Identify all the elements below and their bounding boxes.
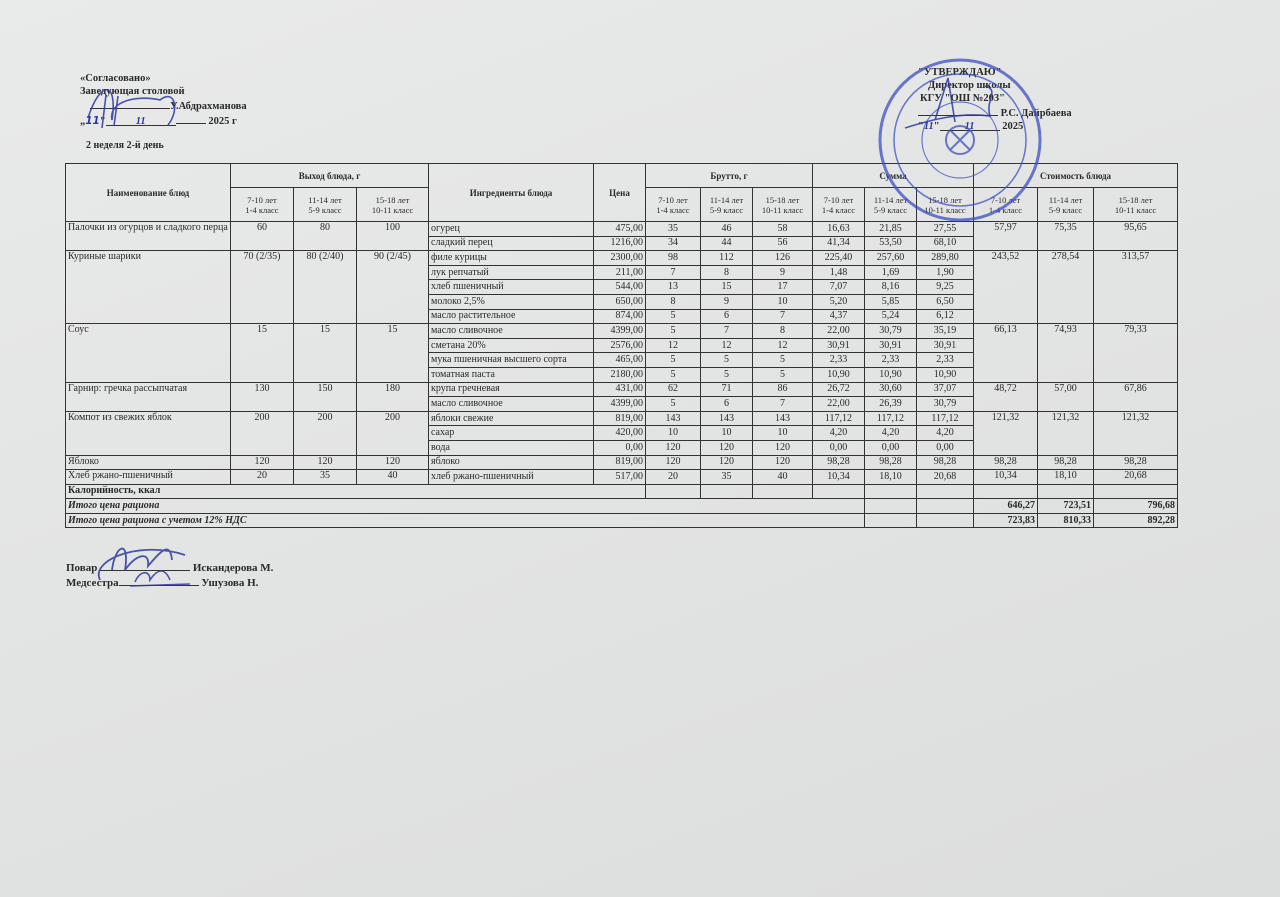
approval-year: 2025 г	[208, 116, 237, 127]
table-row	[66, 251, 1178, 266]
header-age-group	[865, 188, 917, 222]
ingredient-brutto: 12	[753, 338, 813, 353]
dish-yield: 120	[357, 455, 429, 470]
header-age-group	[294, 188, 357, 222]
age-range: 7-10 лет	[247, 194, 277, 205]
ingredient-sum: 4,20	[917, 426, 974, 441]
total-empty-cell	[865, 499, 917, 514]
ingredient-name: хлеб ржано-пшеничный	[429, 470, 594, 485]
ingredient-sum: 35,19	[917, 324, 974, 339]
ingredient-brutto: 98	[646, 251, 701, 266]
ingredient-brutto: 5	[701, 353, 753, 368]
table-row	[66, 411, 1178, 426]
ingredient-sum: 22,00	[813, 324, 865, 339]
ingredient-sum: 98,28	[865, 455, 917, 470]
age-range: 11-14 лет	[873, 194, 908, 205]
header-age-group	[701, 188, 753, 222]
dish-yield: 15	[357, 324, 429, 382]
dish-yield: 70 (2/35)	[231, 251, 294, 324]
dish-cost: 48,72	[974, 382, 1038, 411]
calories-cell	[917, 484, 974, 499]
total-value: 796,68	[1094, 499, 1178, 514]
calories-cell	[646, 484, 701, 499]
age-range: 15-18 лет	[1118, 194, 1153, 205]
ingredient-brutto: 6	[701, 397, 753, 412]
ingredient-brutto: 10	[646, 426, 701, 441]
dish-yield: 120	[294, 455, 357, 470]
dish-yield: 15	[294, 324, 357, 382]
ingredient-sum: 98,28	[917, 455, 974, 470]
ingredient-sum: 2,33	[813, 353, 865, 368]
ingredient-brutto: 17	[753, 280, 813, 295]
ingredient-sum: 30,60	[865, 382, 917, 397]
dish-yield: 40	[357, 470, 429, 485]
grade-range: 10-11 класс	[1114, 204, 1157, 215]
ingredient-brutto: 143	[646, 411, 701, 426]
table-row	[66, 470, 1178, 485]
header-ingredients: Ингредиенты блюда	[429, 164, 594, 222]
ingredient-sum: 68,10	[917, 236, 974, 251]
dish-cost: 95,65	[1094, 222, 1178, 251]
ingredient-brutto: 5	[646, 324, 701, 339]
ingredient-sum: 21,85	[865, 222, 917, 237]
dish-yield: 200	[357, 411, 429, 455]
dish-cost: 98,28	[1038, 455, 1094, 470]
dish-yield: 180	[357, 382, 429, 411]
approval-signer: Р.С. Дайрбаева	[1000, 108, 1072, 119]
ingredient-sum: 0,00	[813, 440, 865, 455]
grade-range: 5-9 класс	[873, 204, 908, 215]
ingredient-sum: 4,37	[813, 309, 865, 324]
dish-name: Гарнир: гречка рассыпчатая	[66, 382, 231, 411]
ingredient-price: 2180,00	[594, 367, 646, 382]
ingredient-brutto: 35	[701, 470, 753, 485]
ingredient-sum: 30,91	[813, 338, 865, 353]
ingredient-price: 874,00	[594, 309, 646, 324]
cook-name: Искандерова М.	[192, 562, 274, 574]
dish-name: Компот из свежих яблок	[66, 411, 231, 455]
ingredient-brutto: 5	[753, 353, 813, 368]
ingredient-sum: 1,69	[865, 265, 917, 280]
total-vat-row	[66, 513, 1178, 528]
grade-range: 10-11 класс	[924, 204, 966, 215]
ingredient-sum: 6,50	[917, 294, 974, 309]
ingredient-sum: 30,79	[865, 324, 917, 339]
ingredient-sum: 10,90	[917, 367, 974, 382]
dish-yield: 80	[294, 222, 357, 251]
ingredient-sum: 5,20	[813, 294, 865, 309]
ingredient-sum: 18,10	[865, 470, 917, 485]
ingredient-brutto: 143	[753, 411, 813, 426]
ingredient-brutto: 126	[753, 251, 813, 266]
ingredient-sum: 0,00	[917, 440, 974, 455]
ingredient-sum: 257,60	[865, 251, 917, 266]
ingredient-sum: 10,34	[813, 470, 865, 485]
ingredient-sum: 22,00	[813, 397, 865, 412]
dish-cost: 313,57	[1094, 251, 1178, 324]
ingredient-brutto: 71	[701, 382, 753, 397]
header-cost: Стоимость блюда	[974, 164, 1178, 188]
ingredient-price: 4399,00	[594, 397, 646, 412]
age-range: 7-10 лет	[990, 194, 1021, 205]
grade-range: 1-4 класс	[656, 204, 690, 215]
ingredient-brutto: 120	[646, 440, 701, 455]
ingredient-sum: 117,12	[917, 411, 974, 426]
dish-cost: 98,28	[974, 455, 1038, 470]
menu-day-subtitle: 2 неделя 2-й день	[86, 140, 164, 151]
header-age-group	[753, 188, 813, 222]
ingredient-sum: 5,24	[865, 309, 917, 324]
dish-cost: 79,33	[1094, 324, 1178, 382]
header-age-group	[1038, 188, 1094, 222]
ingredient-brutto: 6	[701, 309, 753, 324]
ingredient-brutto: 120	[753, 455, 813, 470]
total-vat-value: 723,83	[974, 513, 1038, 528]
ingredient-brutto: 5	[646, 367, 701, 382]
ingredient-sum: 1,90	[917, 265, 974, 280]
ingredient-sum: 10,90	[813, 367, 865, 382]
ingredient-name: масло растительное	[429, 309, 594, 324]
ingredient-brutto: 12	[646, 338, 701, 353]
dish-cost: 74,93	[1038, 324, 1094, 382]
ingredient-sum: 225,40	[813, 251, 865, 266]
dish-yield: 15	[231, 324, 294, 382]
dish-cost: 75,35	[1038, 222, 1094, 251]
dish-cost: 66,13	[974, 324, 1038, 382]
dish-cost: 243,52	[974, 251, 1038, 324]
ingredient-brutto: 112	[701, 251, 753, 266]
signatures-block	[66, 560, 273, 590]
approval-day: 11	[85, 115, 100, 127]
total-value: 646,27	[974, 499, 1038, 514]
ingredient-price: 475,00	[594, 222, 646, 237]
ingredient-name: огурец	[429, 222, 594, 237]
ingredient-brutto: 7	[701, 324, 753, 339]
total-value: 723,51	[1038, 499, 1094, 514]
approval-year: 2025	[1002, 121, 1024, 132]
dish-yield: 120	[231, 455, 294, 470]
calories-cell	[701, 484, 753, 499]
ingredient-name: яблоко	[429, 455, 594, 470]
header-age-group	[231, 188, 294, 222]
ingredient-brutto: 34	[646, 236, 701, 251]
ingredient-name: молоко 2,5%	[429, 294, 594, 309]
ingredient-price: 650,00	[594, 294, 646, 309]
ingredient-sum: 4,20	[865, 426, 917, 441]
dish-name: Соус	[66, 324, 231, 382]
age-range: 15-18 лет	[765, 194, 800, 205]
header-brutto: Брутто, г	[646, 164, 813, 188]
header-yield: Выход блюда, г	[231, 164, 429, 188]
ingredient-brutto: 9	[753, 265, 813, 280]
ingredient-price: 211,00	[594, 265, 646, 280]
ingredient-sum: 1,48	[813, 265, 865, 280]
ingredient-price: 517,00	[594, 470, 646, 485]
grade-range: 10-11 класс	[761, 204, 804, 215]
total-vat-value: 892,28	[1094, 513, 1178, 528]
total-label: Итого цена рациона	[66, 499, 865, 514]
age-range: 11-14 лет	[308, 194, 342, 205]
age-range: 11-14 лет	[709, 194, 744, 205]
dish-yield: 100	[357, 222, 429, 251]
dish-yield: 150	[294, 382, 357, 411]
ingredient-sum: 6,12	[917, 309, 974, 324]
ingredient-price: 819,00	[594, 411, 646, 426]
ingredient-brutto: 8	[753, 324, 813, 339]
nurse-name: Ушузова Н.	[201, 577, 259, 589]
dish-yield: 130	[231, 382, 294, 411]
ingredient-sum: 26,72	[813, 382, 865, 397]
ingredient-brutto: 40	[753, 470, 813, 485]
approval-block-right: "УТВЕРЖДАЮ" Директор школы КГУ "ОШ №203" Р.С. Дайрбаева "11" 11 2025	[918, 67, 1072, 132]
ingredient-brutto: 20	[646, 470, 701, 485]
ingredient-sum: 53,50	[865, 236, 917, 251]
ingredient-price: 544,00	[594, 280, 646, 295]
ingredient-name: мука пшеничная высшего сорта	[429, 353, 594, 368]
calories-cell	[1038, 484, 1094, 499]
dish-name: Яблоко	[66, 455, 231, 470]
header-age-group	[917, 188, 974, 222]
approval-org: КГУ "ОШ №203"	[920, 93, 1005, 104]
ingredient-sum: 117,12	[865, 411, 917, 426]
ingredient-sum: 16,63	[813, 222, 865, 237]
ingredient-sum: 4,20	[813, 426, 865, 441]
ingredient-sum: 2,33	[917, 353, 974, 368]
ingredient-name: лук репчатый	[429, 265, 594, 280]
ingredient-price: 2300,00	[594, 251, 646, 266]
dish-yield: 90 (2/45)	[357, 251, 429, 324]
header-age-group	[813, 188, 865, 222]
ingredient-price: 431,00	[594, 382, 646, 397]
grade-range: 5-9 класс	[308, 204, 342, 215]
ingredient-sum: 30,91	[917, 338, 974, 353]
header-age-group	[1094, 188, 1178, 222]
ingredient-sum: 20,68	[917, 470, 974, 485]
grade-range: 5-9 класс	[1048, 204, 1083, 215]
ingredient-sum: 8,16	[865, 280, 917, 295]
header-price: Цена	[594, 164, 646, 222]
dish-cost: 98,28	[1094, 455, 1178, 470]
ingredient-brutto: 12	[701, 338, 753, 353]
dish-cost: 67,86	[1094, 382, 1178, 411]
ingredient-brutto: 62	[646, 382, 701, 397]
ingredient-price: 2576,00	[594, 338, 646, 353]
ingredient-brutto: 5	[646, 353, 701, 368]
ingredient-brutto: 10	[753, 294, 813, 309]
ingredient-price: 1216,00	[594, 236, 646, 251]
ingredient-name: хлеб пшеничный	[429, 280, 594, 295]
total-row	[66, 499, 1178, 514]
ingredient-sum: 7,07	[813, 280, 865, 295]
ingredient-sum: 117,12	[813, 411, 865, 426]
approval-block-left: «Согласовано» Заведующая столовой У.Абдрахманова „11" 11 2025 г	[80, 73, 247, 127]
ingredient-sum: 41,34	[813, 236, 865, 251]
header-age-group	[646, 188, 701, 222]
dish-yield: 200	[294, 411, 357, 455]
approval-position: Заведующая столовой	[80, 86, 185, 97]
dish-cost: 57,00	[1038, 382, 1094, 411]
ingredient-brutto: 86	[753, 382, 813, 397]
ingredient-sum: 30,79	[917, 397, 974, 412]
ingredient-brutto: 120	[753, 440, 813, 455]
ingredient-brutto: 13	[646, 280, 701, 295]
approval-day: 11	[923, 121, 934, 132]
ingredient-name: томатная паста	[429, 367, 594, 382]
dish-cost: 278,54	[1038, 251, 1094, 324]
dish-cost: 20,68	[1094, 470, 1178, 485]
ingredient-name: масло сливочное	[429, 324, 594, 339]
calories-cell	[813, 484, 865, 499]
ingredient-sum: 2,33	[865, 353, 917, 368]
ingredient-price: 420,00	[594, 426, 646, 441]
age-range: 11-14 лет	[1048, 194, 1083, 205]
dish-name: Палочки из огурцов и сладкого перца	[66, 222, 231, 251]
ingredient-name: филе курицы	[429, 251, 594, 266]
header-dish-name: Наименование блюд	[66, 164, 231, 222]
ingredient-brutto: 44	[701, 236, 753, 251]
grade-range: 1-4 класс	[821, 204, 856, 215]
ingredient-sum: 26,39	[865, 397, 917, 412]
ingredient-price: 0,00	[594, 440, 646, 455]
dish-yield: 35	[294, 470, 357, 485]
calories-cell	[865, 484, 917, 499]
total-vat-label: Итого цена рациона с учетом 12% НДС	[66, 513, 865, 528]
ingredient-brutto: 46	[701, 222, 753, 237]
ingredient-sum: 0,00	[865, 440, 917, 455]
ingredient-name: сладкий перец	[429, 236, 594, 251]
menu-table	[65, 163, 1178, 528]
dish-cost: 121,32	[974, 411, 1038, 455]
ingredient-sum: 5,85	[865, 294, 917, 309]
age-range: 7-10 лет	[823, 194, 854, 205]
calories-label: Калорийность, ккал	[66, 484, 646, 499]
ingredient-sum: 37,07	[917, 382, 974, 397]
ingredient-sum: 10,90	[865, 367, 917, 382]
ingredient-brutto: 10	[753, 426, 813, 441]
calories-row	[66, 484, 1178, 499]
ingredient-sum: 27,55	[917, 222, 974, 237]
ingredient-sum: 30,91	[865, 338, 917, 353]
approval-month: 11	[964, 121, 975, 132]
total-vat-empty-cell	[865, 513, 917, 528]
ingredient-name: сметана 20%	[429, 338, 594, 353]
ingredient-brutto: 8	[701, 265, 753, 280]
dish-yield: 60	[231, 222, 294, 251]
approval-position: Директор школы	[928, 80, 1011, 91]
ingredient-brutto: 5	[646, 309, 701, 324]
ingredient-brutto: 143	[701, 411, 753, 426]
nurse-label: Медсестра	[66, 577, 119, 589]
dish-cost: 18,10	[1038, 470, 1094, 485]
approval-title: "УТВЕРЖДАЮ"	[918, 67, 1002, 78]
ingredient-brutto: 10	[701, 426, 753, 441]
ingredient-brutto: 8	[646, 294, 701, 309]
table-row	[66, 382, 1178, 397]
dish-cost: 121,32	[1094, 411, 1178, 455]
ingredient-price: 4399,00	[594, 324, 646, 339]
ingredient-sum: 9,25	[917, 280, 974, 295]
ingredient-brutto: 7	[646, 265, 701, 280]
dish-cost: 57,97	[974, 222, 1038, 251]
total-empty-cell	[917, 499, 974, 514]
header-age-group	[357, 188, 429, 222]
dish-name: Хлеб ржано-пшеничный	[66, 470, 231, 485]
ingredient-sum: 289,80	[917, 251, 974, 266]
ingredient-brutto: 15	[701, 280, 753, 295]
ingredient-brutto: 5	[646, 397, 701, 412]
ingredient-brutto: 120	[701, 455, 753, 470]
grade-range: 1-4 класс	[245, 204, 279, 215]
ingredient-name: масло сливочное	[429, 397, 594, 412]
calories-cell	[1094, 484, 1178, 499]
approval-signer: У.Абдрахманова	[170, 101, 247, 112]
dish-yield: 20	[231, 470, 294, 485]
table-row	[66, 324, 1178, 339]
ingredient-brutto: 5	[753, 367, 813, 382]
ingredient-brutto: 35	[646, 222, 701, 237]
ingredient-brutto: 56	[753, 236, 813, 251]
age-range: 15-18 лет	[928, 194, 962, 205]
grade-range: 10-11 класс	[371, 204, 414, 215]
cook-label: Повар	[66, 562, 98, 574]
dish-cost: 121,32	[1038, 411, 1094, 455]
ingredient-brutto: 5	[701, 367, 753, 382]
age-range: 15-18 лет	[375, 194, 410, 205]
ingredient-name: яблоки свежие	[429, 411, 594, 426]
table-row	[66, 455, 1178, 470]
table-row	[66, 222, 1178, 237]
ingredient-brutto: 58	[753, 222, 813, 237]
calories-cell	[753, 484, 813, 499]
ingredient-brutto: 9	[701, 294, 753, 309]
approval-month: 11	[135, 116, 146, 127]
calories-cell	[974, 484, 1038, 499]
grade-range: 5-9 класс	[709, 204, 744, 215]
ingredient-brutto: 120	[646, 455, 701, 470]
grade-range: 1-4 класс	[988, 204, 1023, 215]
ingredient-brutto: 120	[701, 440, 753, 455]
dish-cost: 10,34	[974, 470, 1038, 485]
approval-title: «Согласовано»	[80, 73, 151, 84]
total-vat-value: 810,33	[1038, 513, 1094, 528]
ingredient-name: сахар	[429, 426, 594, 441]
ingredient-price: 819,00	[594, 455, 646, 470]
dish-yield: 80 (2/40)	[294, 251, 357, 324]
ingredient-brutto: 7	[753, 397, 813, 412]
ingredient-name: крупа гречневая	[429, 382, 594, 397]
ingredient-price: 465,00	[594, 353, 646, 368]
header-age-group	[974, 188, 1038, 222]
ingredient-sum: 98,28	[813, 455, 865, 470]
dish-yield: 200	[231, 411, 294, 455]
ingredient-brutto: 7	[753, 309, 813, 324]
header-sum: Сумма	[813, 164, 974, 188]
total-vat-empty-cell	[917, 513, 974, 528]
ingredient-name: вода	[429, 440, 594, 455]
age-range: 7-10 лет	[658, 194, 688, 205]
dish-name: Куриные шарики	[66, 251, 231, 324]
